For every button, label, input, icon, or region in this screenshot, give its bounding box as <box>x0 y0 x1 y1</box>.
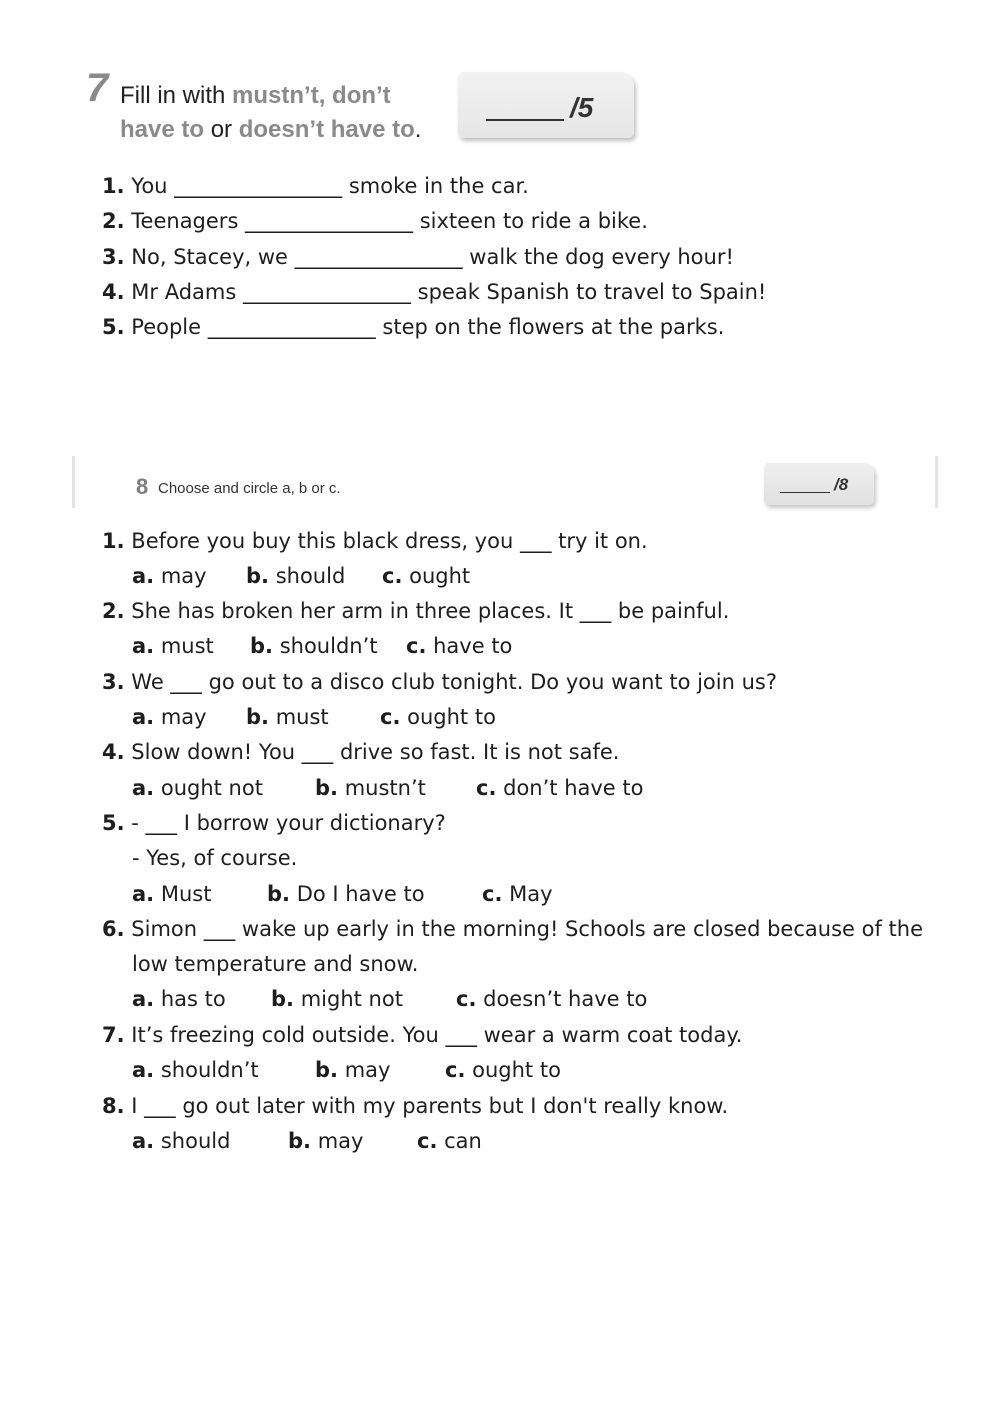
score-total: /8 <box>834 475 849 494</box>
ex7-item-5: 5. People ________________ step on the flowers at the parks. <box>102 315 725 339</box>
ex8-question-2: 2. She has broken her arm in three places. It ___ be painful. <box>102 599 730 623</box>
instruction-keywords: mustn’t, don’t <box>232 82 391 109</box>
exercise-8-instruction: Choose and circle a, b or c. <box>158 480 341 497</box>
ex7-item-2: 2. Teenagers ________________ sixteen to ride a bike. <box>102 209 648 233</box>
header-divider-right <box>935 456 938 508</box>
ex8-question-6: 6. Simon ___ wake up early in the morning! Schools are closed because of the <box>102 917 923 941</box>
ex8-question-7: 7. It’s freezing cold outside. You ___ wear a warm coat today. <box>102 1023 743 1047</box>
q2-option-c[interactable]: c. have to <box>406 634 513 658</box>
q7-option-a[interactable]: a. shouldn’t <box>132 1058 259 1082</box>
q6-option-a[interactable]: a. has to <box>132 987 226 1011</box>
q5-option-a[interactable]: a. Must <box>132 882 212 906</box>
ex8-question-8: 8. I ___ go out later with my parents but I don't really know. <box>102 1094 729 1118</box>
ex7-item-1: 1. You ________________ smoke in the car. <box>102 174 529 198</box>
exercise-7-number: 7 <box>86 66 107 110</box>
ex8-question-6-line-2: low temperature and snow. <box>132 952 419 976</box>
q4-option-b[interactable]: b. mustn’t <box>315 776 426 800</box>
ex8-question-5: 5. - ___ I borrow your dictionary? <box>102 811 446 835</box>
q8-option-c[interactable]: c. can <box>417 1129 482 1153</box>
header-divider-left <box>72 456 75 508</box>
ex8-question-4: 4. Slow down! You ___ drive so fast. It is not safe. <box>102 740 620 764</box>
q1-option-a[interactable]: a. may <box>132 564 207 588</box>
q4-option-a[interactable]: a. ought not <box>132 776 263 800</box>
q5-option-c[interactable]: c. May <box>482 882 553 906</box>
exercise-8-number: 8 <box>136 474 149 499</box>
instruction-text: . <box>414 116 422 143</box>
instruction-text: or <box>204 116 239 143</box>
q8-option-b[interactable]: b. may <box>288 1129 364 1153</box>
ex8-question-3: 3. We ___ go out to a disco club tonight. Do you want to join us? <box>102 670 778 694</box>
q2-option-b[interactable]: b. shouldn’t <box>250 634 378 658</box>
exercise-7-score-box <box>458 72 634 138</box>
q7-option-b[interactable]: b. may <box>315 1058 391 1082</box>
q8-option-a[interactable]: a. should <box>132 1129 231 1153</box>
ex7-item-3: 3. No, Stacey, we ________________ walk the dog every hour! <box>102 245 734 269</box>
q7-option-c[interactable]: c. ought to <box>445 1058 561 1082</box>
q1-option-c[interactable]: c. ought <box>382 564 471 588</box>
exercise-8-score-box <box>764 463 874 505</box>
exercise-7-instruction-line-1 <box>120 82 391 110</box>
ex8-question-1: 1. Before you buy this black dress, you ___ try it on. <box>102 529 648 553</box>
q6-option-c[interactable]: c. doesn’t have to <box>456 987 648 1011</box>
q6-option-b[interactable]: b. might not <box>271 987 403 1011</box>
instruction-keyword: doesn’t have to <box>238 116 415 143</box>
ex7-item-4: 4. Mr Adams ________________ speak Spanish to travel to Spain! <box>102 280 767 304</box>
score-blank <box>780 492 830 493</box>
q4-option-c[interactable]: c. don’t have to <box>476 776 644 800</box>
q5-option-b[interactable]: b. Do I have to <box>267 882 425 906</box>
instruction-keyword: have to <box>120 116 205 143</box>
q2-option-a[interactable]: a. must <box>132 634 214 658</box>
q1-option-b[interactable]: b. should <box>246 564 346 588</box>
q3-option-c[interactable]: c. ought to <box>380 705 496 729</box>
q3-option-b[interactable]: b. must <box>246 705 329 729</box>
instruction-text: Fill in with <box>120 82 233 109</box>
ex8-question-5-line-2: - Yes, of course. <box>132 846 298 870</box>
exercise-7-instruction-line-2 <box>120 116 421 144</box>
score-total: /5 <box>570 92 594 123</box>
score-blank <box>486 119 564 121</box>
q3-option-a[interactable]: a. may <box>132 705 207 729</box>
